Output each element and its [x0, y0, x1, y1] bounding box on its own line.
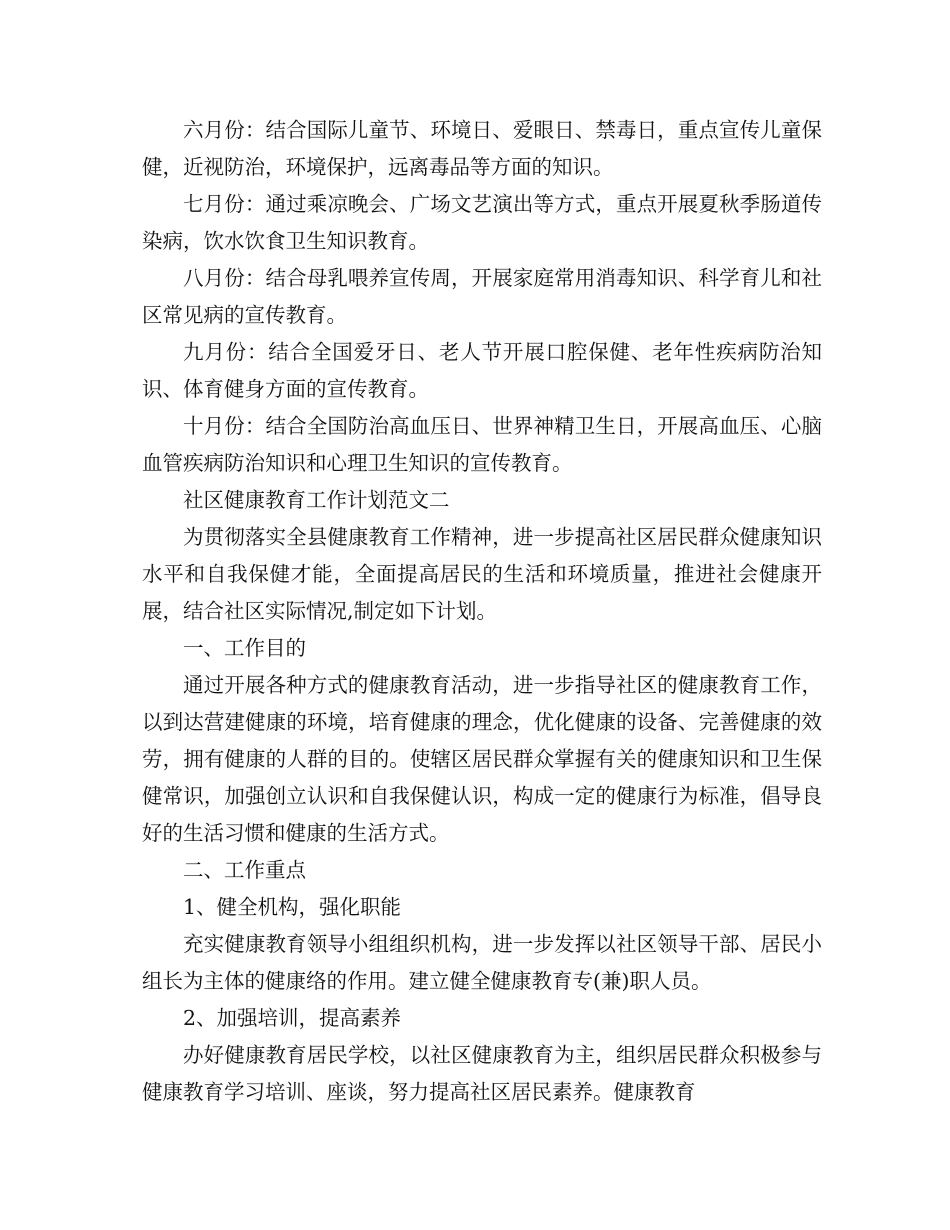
- subheading-organization: 1、健全机构，强化职能: [183, 895, 402, 919]
- heading-work-purpose: 一、工作目的: [183, 636, 306, 660]
- paragraph-august: 八月份：结合母乳喂养宣传周，开展家庭常用消毒知识、科学育儿和社区常见病的宣传教育。: [142, 266, 822, 327]
- paragraph-work-purpose: 通过开展各种方式的健康教育活动，进一步指导社区的健康教育工作，以到达营建健康的环境，培育健康的理念，优化健康的设备、完善健康的效劳，拥有健康的人群的目的。使辖区居民群众掌握有关的健康知识和卫生保健常识，加强创立认识和自我保健认识，构成一定的健康行为标准，倡导良好的生活习惯和健康的生活方式。: [142, 673, 822, 845]
- heading-work-focus: 二、工作重点: [183, 858, 306, 882]
- paragraph-intro: 为贯彻落实全县健康教育工作精神，进一步提高社区居民群众健康知识水平和自我保健才能，全面提高居民的生活和环境质量，推进社会健康开展，结合社区实际情况,制定如下计划。: [142, 525, 822, 623]
- paragraph-october: 十月份：结合全国防治高血压日、世界神精卫生日，开展高血压、心脑血管疾病防治知识和心理卫生知识的宣传教育。: [142, 414, 822, 475]
- section-title-sample-two: 社区健康教育工作计划范文二: [183, 488, 450, 512]
- paragraph-june: 六月份：结合国际儿童节、环境日、爱眼日、禁毒日，重点宣传儿童保健，近视防治，环境保护，远离毒品等方面的知识。: [142, 118, 822, 179]
- paragraph-organization: 充实健康教育领导小组组织机构，进一步发挥以社区领导干部、居民小组长为主体的健康络的作用。建立健全健康教育专(兼)职人员。: [142, 932, 822, 993]
- document-body: [142, 112, 822, 1111]
- paragraph-september: 九月份：结合全国爱牙日、老人节开展口腔保健、老年性疾病防治知识、体育健身方面的宣传教育。: [142, 340, 822, 401]
- paragraph-july: 七月份：通过乘凉晚会、广场文艺演出等方式，重点开展夏秋季肠道传染病，饮水饮食卫生知识教育。: [142, 192, 822, 253]
- subheading-training: 2、加强培训，提高素养: [183, 1006, 402, 1030]
- paragraph-training: 办好健康教育居民学校，以社区健康教育为主，组织居民群众积极参与健康教育学习培训、座谈，努力提高社区居民素养。健康教育: [142, 1043, 822, 1104]
